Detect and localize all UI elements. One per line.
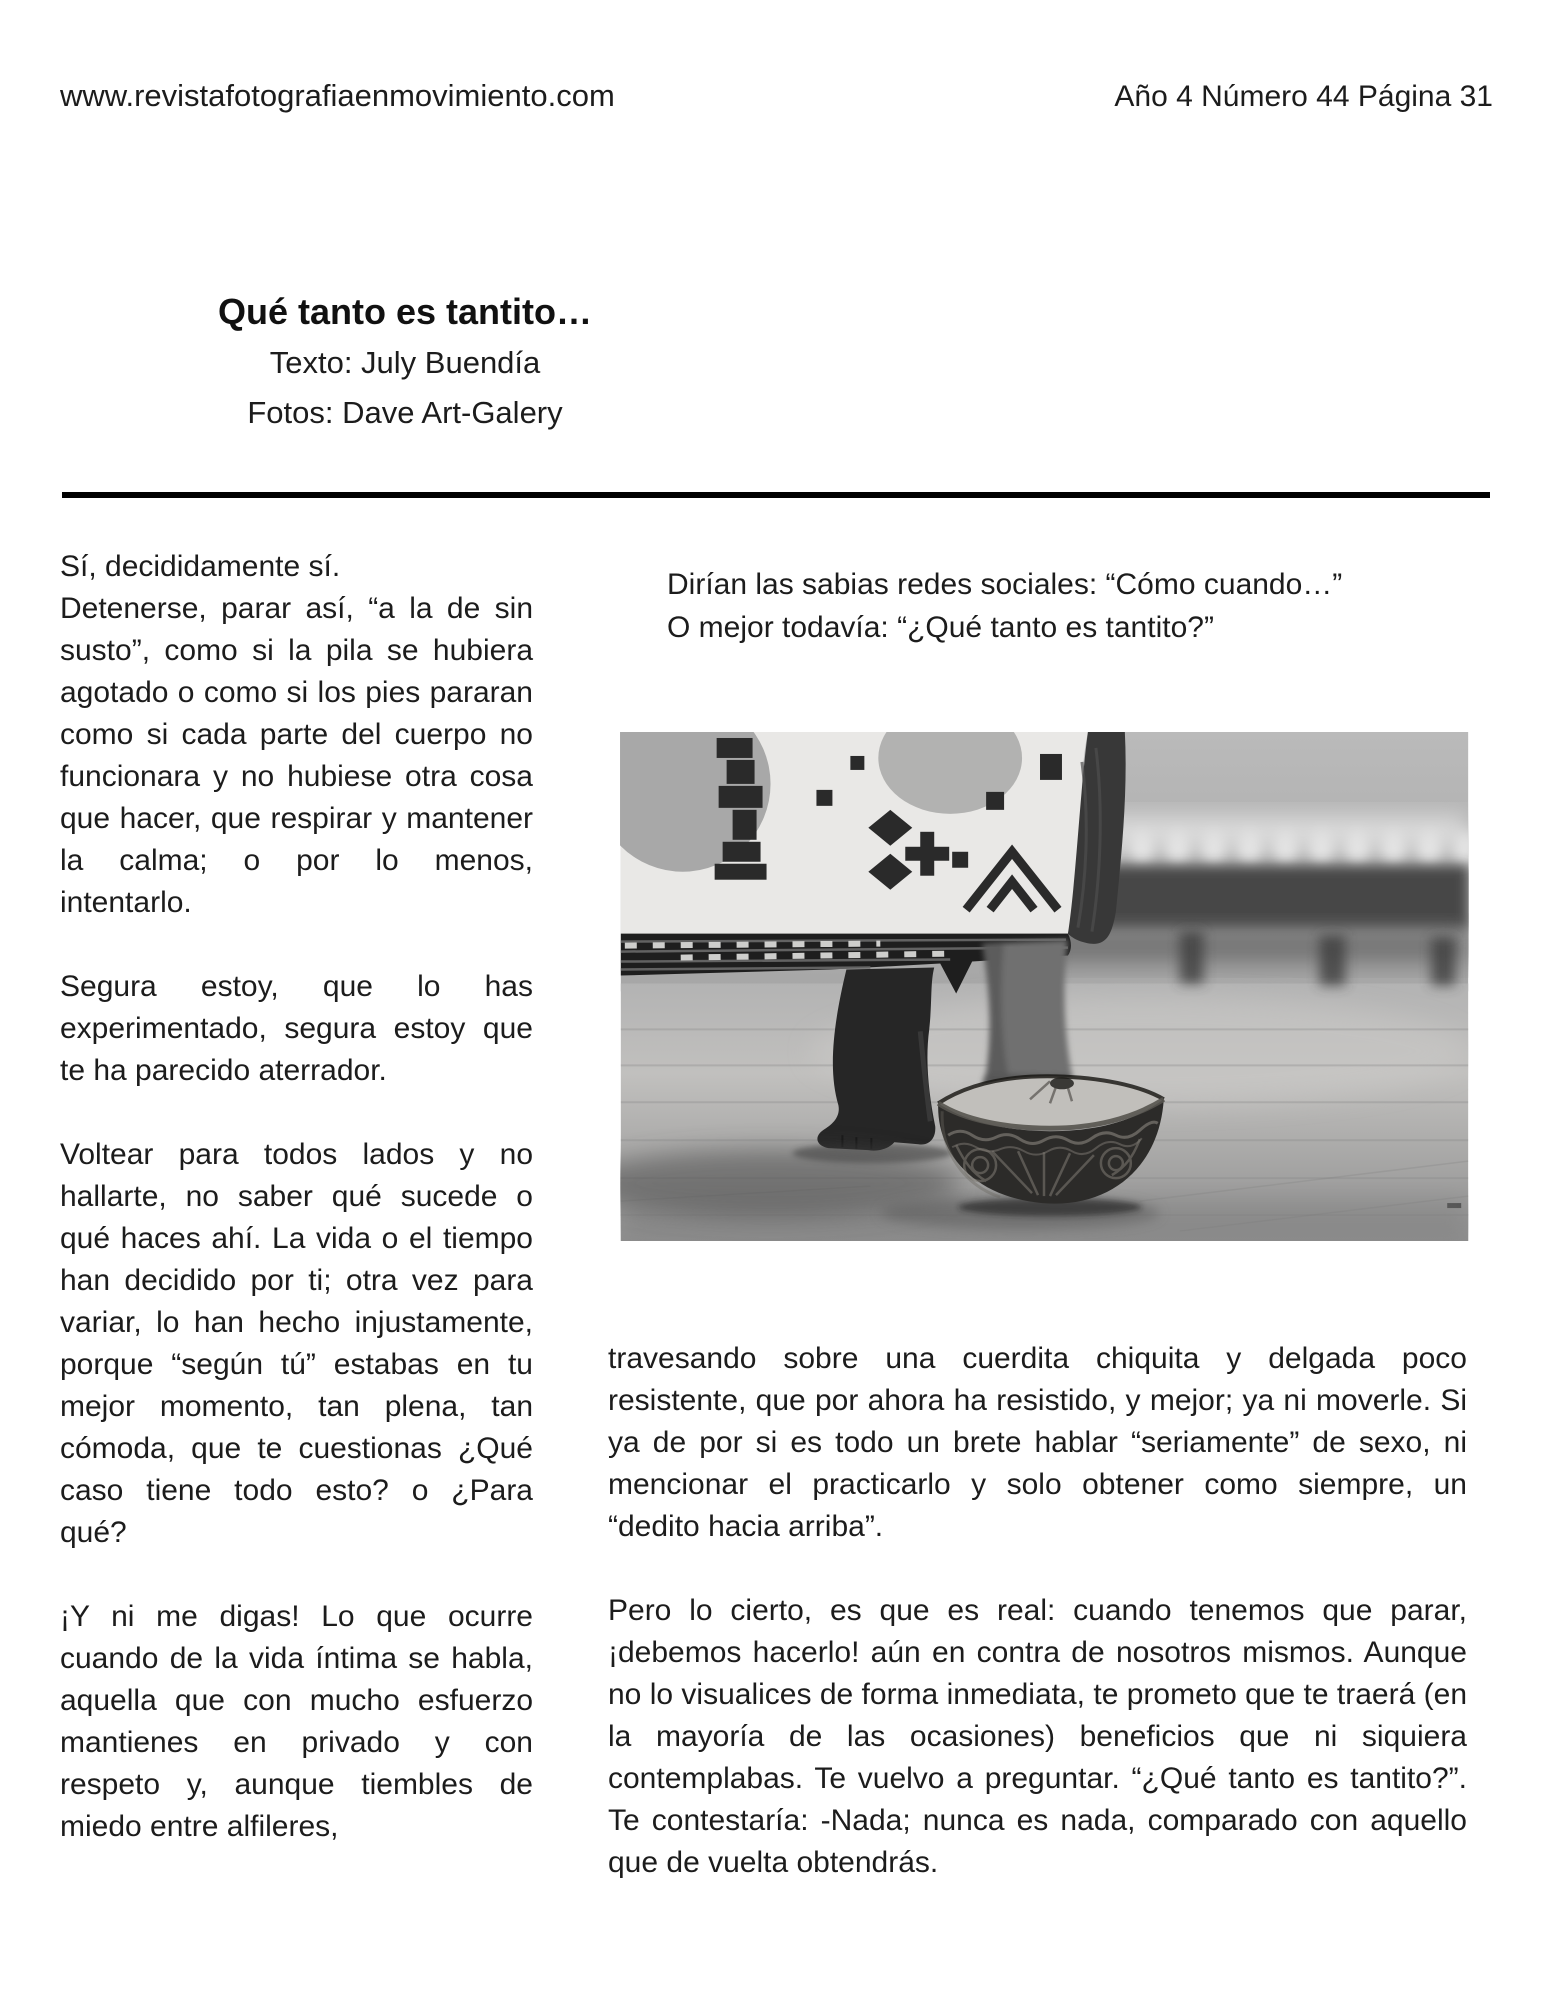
paragraph: Sí, decididamente sí. <box>60 550 341 583</box>
intro-line: Dirían las sabias redes sociales: “Cómo cuando…” <box>667 568 1343 601</box>
right-column <box>608 1338 1467 1926</box>
issue-info: Año 4 Número 44 Página 31 <box>1114 80 1493 113</box>
embroidered-skirt <box>620 732 1126 944</box>
paragraph: Pero lo cierto, es que es real: cuando tenemos que parar, ¡debemos hacerlo! aún en contra de nosotros mismos. Aunque no lo visualices de forma inmediata, te prometo que te traerá (en la mayoría de las ocasiones) beneficios que ni siquiera contemplabas. Te vuelvo a preguntar. “¿Qué tanto es tantito?”. Te contestaría: -Nada; nunca es nada, comparado con aquello que de vuelta obtendrás. <box>608 1594 1467 1879</box>
text-credit: Texto: July Buendía <box>269 345 541 380</box>
paragraph: Segura estoy, que lo has experimentado, segura estoy que te ha parecido aterrador. <box>60 970 533 1087</box>
photo-illustration <box>620 732 1469 1241</box>
paragraph: travesando sobre una cuerdita chiquita y delgada poco resistente, que por ahora ha resistido, y mejor; ya ni moverle. Si ya de por si es todo un brete hablar “seriamente” de sexo, ni mencionar el practicarlo y solo obtener como siempre, un “dedito hacia arriba”. <box>608 1342 1467 1543</box>
divider-rule <box>62 492 1490 498</box>
intro-line: O mejor todavía: “¿Qué tanto es tantito?” <box>667 611 1214 644</box>
right-leg <box>982 940 1074 1098</box>
paragraph: Voltear para todos lados y no hallarte, no saber qué sucede o qué haces ahí. La vida o el tiempo han decidido por ti; otra vez para variar, lo han hecho injustamente, porque “según tú” estabas en tu mejor momento, tan plena, tan cómoda, que te cuestionas ¿Qué caso tiene todo esto? o ¿Para qué? <box>60 1138 533 1549</box>
paragraph: ¡Y ni me digas! Lo que ocurre cuando de la vida íntima se habla, aquella que con mucho esfuerzo mantienes en privado y con respeto y, aunque tiembles de miedo entre alfileres, <box>60 1600 533 1843</box>
title-block <box>60 286 750 438</box>
photo-credit: Fotos: Dave Art-Galery <box>247 395 563 430</box>
paragraph: Detenerse, parar así, “a la de sin susto”, como si la pila se hubiera agotado o como si los pies pararan como si cada parte del cuerpo no funcionara y no hubiese otra cosa que hacer, que respirar y mantener la calma; o por lo menos, intentarlo. <box>60 592 533 919</box>
article-photo <box>620 732 1469 1241</box>
left-column <box>60 546 533 1890</box>
article-title: Qué tanto es tantito… <box>217 291 592 332</box>
right-column-intro <box>667 563 1467 649</box>
website-url: www.revistafotografiaenmovimiento.com <box>60 78 615 113</box>
